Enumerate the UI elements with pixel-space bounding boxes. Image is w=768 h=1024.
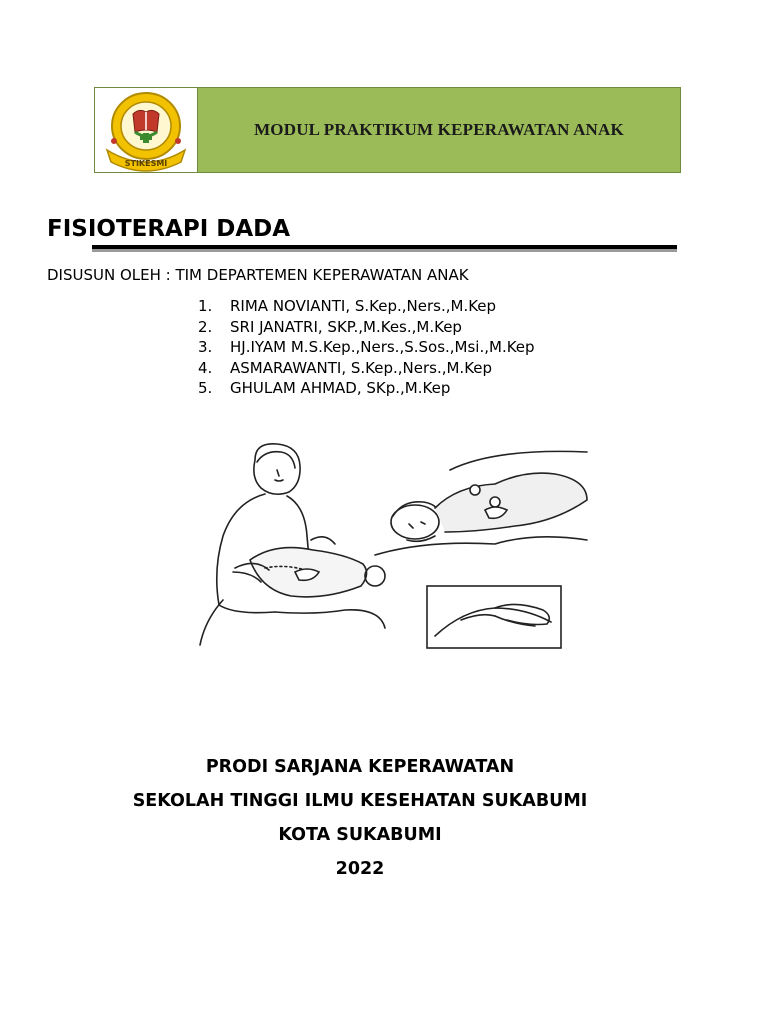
list-item bbox=[198, 358, 535, 379]
author-list bbox=[198, 296, 535, 399]
parent-holding-infant-drawing bbox=[200, 444, 385, 645]
list-item bbox=[198, 317, 535, 338]
program-name: PRODI SARJANA KEPERAWATAN bbox=[205, 757, 515, 777]
institution-name: SEKOLAH TINGGI ILMU KESEHATAN SUKABUMI bbox=[132, 791, 588, 811]
list-item-number: 2. bbox=[198, 317, 213, 336]
seal-banner-text: STIKESMI bbox=[124, 159, 168, 168]
author-name: HJ.IYAM M.S.Kep.,Ners.,S.Sos.,Msi.,M.Kep bbox=[230, 338, 535, 356]
list-item bbox=[198, 337, 535, 358]
publication-year: 2022 bbox=[335, 859, 385, 879]
author-name: ASMARAWANTI, S.Kep.,Ners.,M.Kep bbox=[230, 358, 493, 377]
institution-seal-icon bbox=[95, 88, 197, 172]
author-name: GHULAM AHMAD, SKp.,M.Kep bbox=[230, 379, 451, 397]
cupped-hand-drawing bbox=[427, 586, 561, 648]
author-line: DISUSUN OLEH : TIM DEPARTEMEN KEPERAWATAN ANAK bbox=[47, 266, 469, 284]
module-title-band bbox=[198, 88, 680, 172]
author-name: RIMA NOVIANTI, S.Kep.,Ners.,M.Kep bbox=[230, 297, 497, 315]
chest-physiotherapy-illustration bbox=[195, 440, 595, 655]
child-lying-side-drawing bbox=[375, 451, 587, 555]
list-item-number: 4. bbox=[198, 358, 213, 377]
list-item bbox=[198, 296, 535, 317]
module-title: MODUL PRAKTIKUM KEPERAWATAN ANAK bbox=[254, 120, 624, 139]
title-underline bbox=[92, 245, 677, 249]
list-item-number: 5. bbox=[198, 379, 213, 397]
list-item-number: 3. bbox=[198, 338, 213, 356]
logo-cell bbox=[95, 88, 198, 172]
city-name: KOTA SUKABUMI bbox=[278, 825, 442, 845]
list-item-number: 1. bbox=[198, 297, 213, 315]
author-name: SRI JANATRI, SKP.,M.Kes.,M.Kep bbox=[230, 317, 462, 336]
institution-footer bbox=[0, 750, 720, 886]
list-item bbox=[198, 378, 535, 399]
main-title: FISIOTERAPI DADA bbox=[47, 216, 291, 242]
module-header bbox=[94, 87, 681, 173]
